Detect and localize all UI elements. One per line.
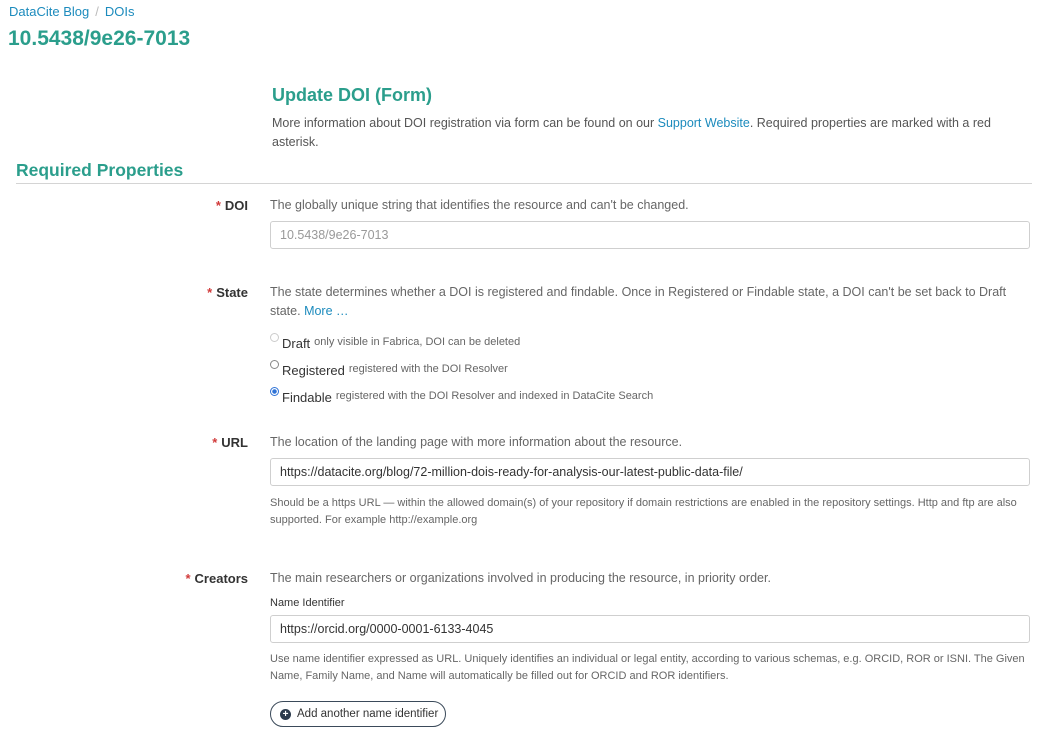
form-intro xyxy=(272,114,1012,152)
intro-suffix: . Required properties are marked with a red asterisk. xyxy=(272,116,991,149)
form-title: Update DOI (Form) xyxy=(272,85,432,105)
state-option-draft: Draft only visible in Fabrica, DOI can be deleted xyxy=(270,336,520,351)
doi-label: * DOI xyxy=(215,198,248,213)
state-label: * State xyxy=(207,285,248,300)
state-more-link[interactable]: More … xyxy=(304,304,349,318)
section-title: Required Properties xyxy=(16,160,184,180)
required-asterisk: * xyxy=(212,435,218,450)
intro-prefix: More information about DOI registration via form can be found on our xyxy=(272,116,658,130)
url-description: The location of the landing page with more information about the resource. xyxy=(270,435,683,449)
required-asterisk: * xyxy=(215,198,221,213)
state-option-registered[interactable]: Registered registered with the DOI Resolver xyxy=(270,363,508,378)
state-option-findable[interactable]: Findable registered with the DOI Resolver and indexed in DataCite Search xyxy=(270,390,653,405)
plus-circle-icon: + xyxy=(280,709,291,720)
breadcrumb xyxy=(9,4,134,19)
required-asterisk: * xyxy=(207,285,213,300)
breadcrumb-link-blog[interactable]: DataCite Blog xyxy=(9,4,90,19)
url-field[interactable] xyxy=(270,458,1030,486)
breadcrumb-link-dois[interactable]: DOIs xyxy=(104,4,135,19)
support-website-link[interactable]: Support Website xyxy=(657,116,750,130)
name-identifier-help-text: Use name identifier expressed as URL. Uniquely identifies an individual or legal entity, according to various schemas, e.g. ORCID, ROR or ISNI. The Given Name, Family Name, and Name will automatically be filled out for ORCID and ROR identifiers. xyxy=(270,653,1025,682)
page-title: 10.5438/9e26-7013 xyxy=(8,27,191,50)
required-asterisk: * xyxy=(185,571,191,586)
url-help-text: Should be a https URL — within the allowed domain(s) of your repository if domain restrictions are enabled in the repository settings. Http and ftp are also supported. For example http://example.org xyxy=(270,497,1017,526)
add-button-label: Add another name identifier xyxy=(297,708,439,720)
name-identifier-field[interactable] xyxy=(270,615,1030,643)
state-description: The state determines whether a DOI is registered and findable. Once in Registered or Findable state, a DOI can't be set back to Draft state. More … xyxy=(270,285,1007,318)
radio-findable[interactable] xyxy=(270,387,279,396)
creators-description: The main researchers or organizations involved in producing the resource, in priority order. xyxy=(270,571,771,585)
breadcrumb-separator: / xyxy=(95,4,99,19)
name-identifier-label: Name Identifier xyxy=(270,597,345,609)
url-label: * URL xyxy=(212,435,248,450)
add-name-identifier-button[interactable] xyxy=(270,701,446,727)
creators-label: * Creators xyxy=(185,571,248,586)
doi-field xyxy=(270,221,1030,249)
section-divider xyxy=(16,183,1032,184)
radio-registered[interactable] xyxy=(270,360,279,369)
radio-draft xyxy=(270,333,279,342)
doi-description: The globally unique string that identifies the resource and can't be changed. xyxy=(270,198,689,212)
